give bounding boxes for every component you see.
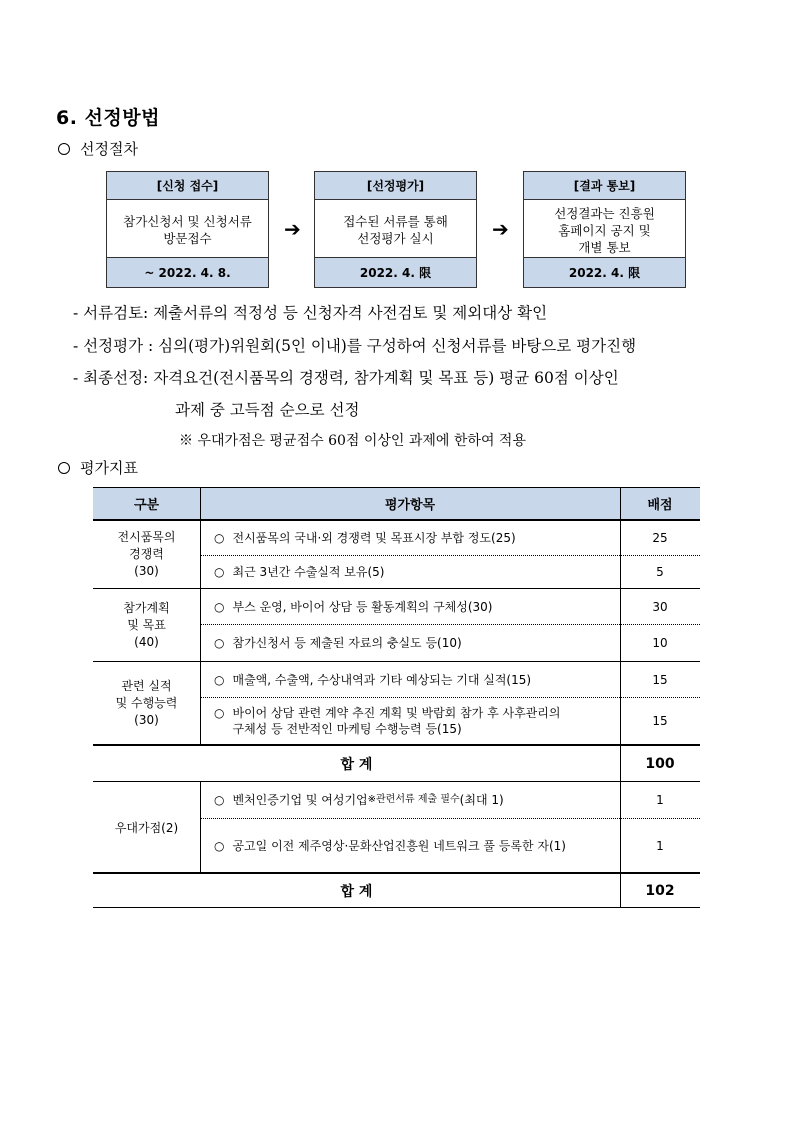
bullet-review: - 서류검토: 제출서류의 적정성 등 신청자격 사전검토 및 제외대상 확인	[73, 304, 548, 322]
category-line: 및 목표	[127, 617, 166, 632]
small-circle-icon: ○	[214, 706, 225, 720]
item-text-tail: (최대 1)	[459, 793, 504, 807]
category-line: 참가계획	[123, 600, 170, 615]
small-circle-icon: ○	[214, 565, 225, 579]
flow-body-line: 홈페이지 공지 및	[558, 222, 651, 238]
small-circle-icon: ○	[214, 636, 225, 650]
table-row-item	[200, 520, 620, 555]
header-score: 배점	[620, 487, 700, 520]
category-line: 및 수행능력	[115, 695, 178, 710]
category-line: (30)	[134, 712, 159, 727]
item-score: 15	[652, 714, 668, 728]
indicators-heading	[58, 457, 138, 478]
flow-step-date: 2022. 4. 限	[524, 257, 685, 287]
flow-step-date: 2022. 4. 限	[315, 257, 476, 287]
item-score: 30	[652, 599, 668, 614]
item-text: 벤처인증기업 및 여성기업	[232, 793, 368, 807]
item-score: 1	[656, 793, 664, 807]
category-bonus: 우대가점(2)	[114, 820, 179, 835]
small-circle-icon: ○	[214, 530, 225, 545]
category-line: 경쟁력	[129, 546, 164, 561]
procedure-heading	[58, 138, 138, 159]
flow-step-head: [신청 접수]	[107, 172, 268, 200]
flow-step-head: [결과 통보]	[524, 172, 685, 200]
subtotal-score: 100	[645, 755, 675, 772]
circle-bullet-icon	[58, 462, 70, 474]
category-line: (40)	[134, 634, 159, 649]
table-row-item	[200, 589, 620, 624]
flow-body-line: 접수된 서류를 통해	[343, 214, 448, 229]
category-line: 관련 실적	[121, 678, 172, 693]
item-score: 10	[652, 636, 668, 650]
bullet-final: - 최종선정: 자격요건(전시품목의 경쟁력, 참가계획 및 목표 등) 평균 60점 이상인	[73, 369, 619, 387]
subtotal-label: 합 계	[340, 756, 373, 773]
item-score: 15	[652, 672, 668, 687]
category-plan	[93, 589, 200, 661]
item-text: 전시품목의 국내·외 경쟁력 및 목표시장 부합 정도(25)	[232, 530, 516, 545]
table-row-item	[200, 698, 620, 744]
bullet-final-continued: 과제 중 고득점 순으로 선정	[175, 401, 360, 419]
arrow-right-icon: ➔	[284, 217, 301, 241]
total-score: 102	[645, 882, 675, 899]
flow-step-body	[524, 200, 685, 260]
indicators-heading-text: 평가지표	[80, 459, 138, 477]
category-performance	[93, 662, 200, 744]
category-line: (30)	[134, 563, 159, 578]
table-row-item	[200, 782, 620, 818]
flow-body-line: 선정결과는 진흥원	[554, 205, 655, 221]
category-competitiveness	[93, 520, 200, 588]
item-text: 매출액, 수출액, 수상내역과 기타 예상되는 기대 실적(15)	[232, 672, 532, 687]
item-text: 부스 운영, 바이어 상담 등 활동계획의 구체성(30)	[232, 599, 493, 614]
table-row-item	[200, 625, 620, 661]
item-score: 25	[652, 530, 668, 545]
flow-step-date: ~ 2022. 4. 8.	[107, 257, 268, 287]
small-circle-icon: ○	[214, 672, 225, 687]
table-row-item	[200, 556, 620, 588]
item-text: 참가신청서 등 제출된 자료의 충실도 등(10)	[232, 636, 462, 650]
item-text: 최근 3년간 수출실적 보유(5)	[232, 565, 385, 579]
table-row-item	[200, 819, 620, 872]
flow-body-line: 참가신청서 및 신청서류	[123, 214, 252, 229]
category-line: 전시품목의	[117, 529, 176, 544]
flow-step-body	[315, 200, 476, 260]
item-score: 5	[656, 565, 664, 579]
flow-step-head: [선정평가]	[315, 172, 476, 200]
flow-body-line: 개별 통보	[578, 239, 631, 255]
flow-body-line: 방문접수	[163, 231, 212, 246]
item-note-small: ※관련서류 제출 필수	[367, 794, 460, 805]
bonus-note: ※ 우대가점은 평균점수 60점 이상인 과제에 한하여 적용	[179, 433, 526, 449]
circle-bullet-icon	[58, 143, 70, 155]
item-text: 공고일 이전 제주영상·문화산업진흥원 네트워크 풀 등록한 자(1)	[232, 838, 566, 853]
header-item: 평가항목	[200, 487, 620, 520]
item-score: 1	[656, 838, 664, 853]
item-text: 구체성 등 전반적인 마케팅 수행능력 등(15)	[232, 722, 462, 736]
section-title: 6. 선정방법	[56, 107, 160, 129]
table-row-item	[200, 662, 620, 697]
item-text: 바이어 상담 관련 계약 추진 계획 및 박람회 참가 후 사후관리의	[232, 706, 561, 720]
small-circle-icon: ○	[214, 599, 225, 614]
flow-step-apply	[106, 171, 269, 288]
flow-step-result	[523, 171, 686, 288]
small-circle-icon: ○	[214, 838, 225, 853]
flow-step-body	[107, 200, 268, 260]
small-circle-icon: ○	[214, 793, 225, 807]
procedure-heading-text: 선정절차	[80, 140, 138, 158]
flow-step-evaluation	[314, 171, 477, 288]
flow-body-line: 선정평가 실시	[357, 231, 434, 246]
bullet-evaluation: - 선정평가 : 심의(평가)위원회(5인 이내)를 구성하여 신청서류를 바탕으로 평가진행	[73, 337, 637, 355]
header-category: 구분	[93, 487, 200, 520]
total-label: 합 계	[340, 883, 373, 900]
arrow-right-icon: ➔	[492, 217, 509, 241]
